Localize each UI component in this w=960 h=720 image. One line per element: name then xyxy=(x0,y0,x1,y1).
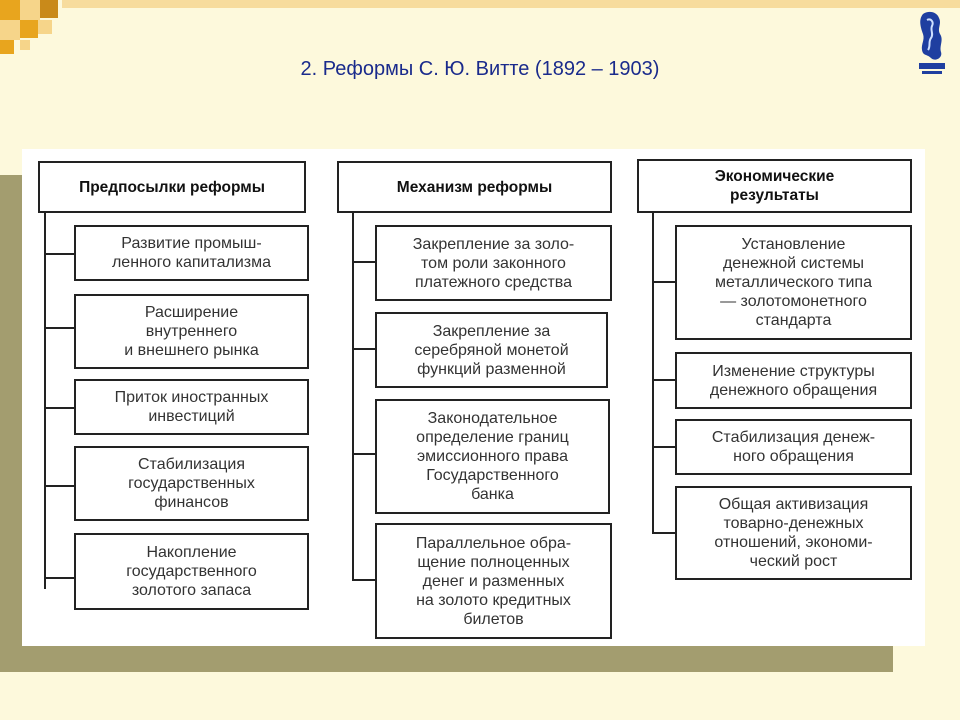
result-item: Изменение структуры денежного обращения xyxy=(675,352,912,409)
mechanism-item: Закрепление за серебряной монетой функций разменной xyxy=(375,312,608,388)
mechanism-item: Параллельное обра- щение полноценных денег и разменных на золото кредитных билетов xyxy=(375,523,612,639)
connector-line xyxy=(44,577,76,579)
connector-line xyxy=(44,327,76,329)
precondition-item: Накопление государственного золотого запаса xyxy=(74,533,309,610)
precondition-item: Приток иностранных инвестиций xyxy=(74,379,309,435)
decor-square xyxy=(38,20,52,34)
precondition-item: Расширение внутреннего и внешнего рынка xyxy=(74,294,309,369)
column-header-mechanism: Механизм реформы xyxy=(337,161,612,213)
column-header-results: Экономические результаты xyxy=(637,159,912,213)
precondition-item: Стабилизация государственных финансов xyxy=(74,446,309,521)
reform-diagram xyxy=(22,149,925,646)
decor-square xyxy=(20,40,30,50)
column-header-preconditions: Предпосылки реформы xyxy=(38,161,306,213)
result-item: Установление денежной системы металлического типа — золотомонетного стандарта xyxy=(675,225,912,340)
precondition-item: Развитие промыш- ленного капитализма xyxy=(74,225,309,281)
slide-title: 2. Реформы С. Ю. Витте (1892 – 1903) xyxy=(300,58,660,80)
result-item: Общая активизация товарно-денежных отношений, экономи- ческий рост xyxy=(675,486,912,580)
decor-square xyxy=(0,20,20,40)
connector-line xyxy=(652,213,654,534)
mechanism-item: Законодательное определение границ эмиссионного права Государственного банка xyxy=(375,399,610,514)
decor-square xyxy=(0,40,14,54)
mechanism-item: Закрепление за золо- том роли законного платежного средства xyxy=(375,225,612,301)
decor-square xyxy=(0,0,20,20)
result-item: Стабилизация денеж- ного обращения xyxy=(675,419,912,475)
connector-line xyxy=(44,407,76,409)
decor-square xyxy=(20,20,38,38)
decor-square xyxy=(20,0,40,20)
decor-square xyxy=(40,0,58,18)
connector-line xyxy=(44,253,76,255)
top-decor-bar xyxy=(62,0,960,8)
connector-line xyxy=(44,213,46,589)
connector-line xyxy=(352,213,354,581)
connector-line xyxy=(44,485,76,487)
